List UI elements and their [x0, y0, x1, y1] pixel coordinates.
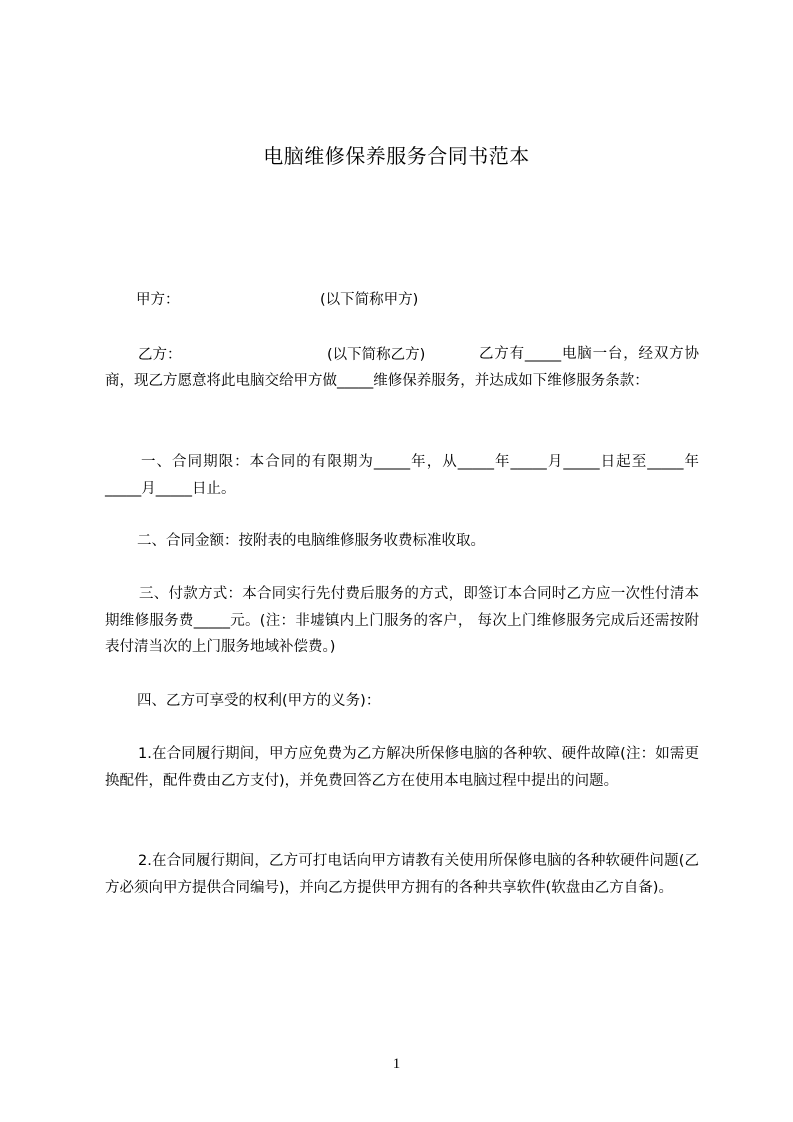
party-a-note: (以下简称甲方) [320, 292, 419, 308]
section-2-amount: 二、合同金额：按附表的电脑维修服务收费标准收取。 [137, 533, 485, 549]
party-b-intro-paragraph: 乙方有_____电脑一台，经双方协商，现乙方愿意将此电脑交给甲方做_____维修保养服务，并达成如下维修服务条款： [105, 346, 699, 389]
page-number: 1 [392, 1056, 401, 1072]
party-a-label: 甲方： [136, 292, 180, 308]
document-title: 电脑维修保养服务合同书范本 [263, 144, 530, 168]
party-b-label: 乙方： [138, 347, 182, 363]
rights-item-1: 1.在合同履行期间，甲方应免费为乙方解决所保修电脑的各种软、硬件故障(注：如需更换配件，配件费由乙方支付)，并免费回答乙方在使用本电脑过程中提出的问题。 [105, 746, 699, 789]
rights-item-2: 2.在合同履行期间，乙方可打电话向甲方请教有关使用所保修电脑的各种软硬件问题(乙方必须向甲方提供合同编号)，并向乙方提供甲方拥有的各种共享软件(软盘由乙方自备)。 [105, 853, 699, 896]
section-1-term: 一、合同期限：本合同的有限期为_____年，从_____年_____月_____日起至_____年_____月_____日止。 [105, 454, 699, 497]
section-3-payment: 三、付款方式：本合同实行先付费后服务的方式，即签订本合同时乙方应一次性付清本期维修服务费_____元。(注：非墟镇内上门服务的客户， 每次上门维修服务完成后还需按附表付清当次的上门服务地域补偿费。) [105, 586, 699, 655]
party-b-note: (以下简称乙方) [327, 347, 426, 363]
section-4-rights: 四、乙方可享受的权利(甲方的义务)： [137, 693, 381, 709]
